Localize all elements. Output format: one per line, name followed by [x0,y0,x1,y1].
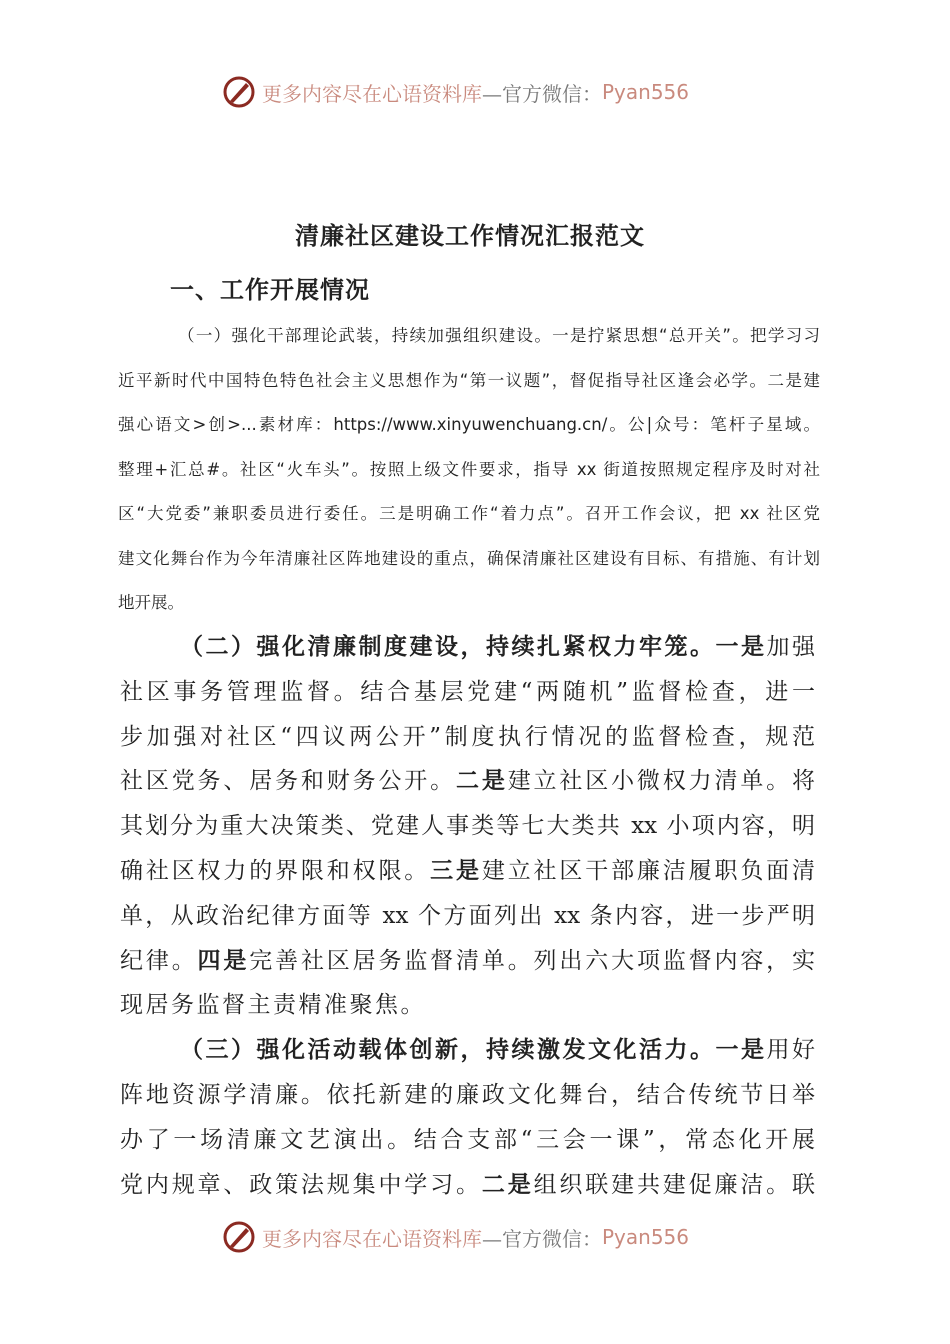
text-segment: 地开展。 [118,593,184,612]
text-segment: 整理+汇总#。社区“火车头”。按照上级文件要求，指导 xx 街道按照规定程序及时对社 [118,459,820,479]
text-line [120,986,815,1019]
text-line [118,545,820,569]
text-segment: 确社区权力的界限和权限。 [120,858,431,884]
text-line [120,1076,815,1109]
text-segment: 建立社区干部廉洁履职负面清 [481,858,816,884]
text-segment: 用好 [766,1037,815,1064]
text-line [118,411,820,435]
bold-text: 二是 [456,767,508,795]
text-line [120,807,815,840]
text-segment: 社区事务管理监督。结合基层党建“两随机”监督检查，进一 [120,678,815,705]
watermark-footer [222,1217,689,1257]
text-line [180,1031,815,1064]
text-segment: 近平新时代中国特色特色社会主义思想作为“第一议题”，督促指导社区逢会必学。二是建 [118,370,820,390]
text-segment: 党内规章、政策法规集中学习。 [120,1171,482,1198]
text-segment: 组织联建共建促廉洁。联 [533,1171,816,1198]
text-segment: （一）强化干部理论武装，持续加强组织建设。一是拧紧思想“总开关”。把学习习 [178,326,820,345]
text-line [120,762,815,795]
text-segment: 现居务监督主责精准聚焦。 [120,992,426,1019]
watermark-label: —官方微信： [482,1226,602,1251]
text-line [120,942,815,975]
text-line [118,456,820,480]
text-segment: 办了一场清廉文艺演出。结合支部“三会一课”，常态化开展 [120,1126,815,1153]
text-segment: 社区党务、居务和财务公开。 [120,768,456,795]
text-segment: 加强 [766,634,815,660]
section-heading: 一、工作开展情况 [170,275,370,304]
text-line [118,500,820,524]
text-line [120,1166,815,1199]
text-line [120,852,815,885]
text-segment: 区“大党委”兼职委员进行委任。三是明确工作“着力点”。召开工作会议，把 xx 社区党 [118,504,820,523]
text-line [120,1121,815,1154]
text-line [120,718,815,751]
text-line [178,322,820,346]
bold-text: 二是 [481,1170,534,1198]
text-line [118,589,820,613]
bold-text: 四是 [197,946,250,974]
text-segment: 强心语文>创>...素材库：https://www.xinyuwenchuang.cn/。公|众号：笔杆子星域。 [118,415,820,434]
text-segment: 阵地资源学清廉。依托新建的廉政文化舞台，结合传统节日举 [120,1082,815,1108]
bold-text: （二）强化清廉制度建设，持续扎紧权力牢笼。一是 [180,633,767,660]
pen-logo-icon [222,75,256,109]
watermark-text: 更多内容尽在心语资料库 [262,1226,482,1251]
watermark-wechat-id: Pyan556 [602,80,690,104]
text-segment: 步加强对社区“四议两公开”制度执行情况的监督检查，规范 [120,723,815,750]
text-line [118,367,820,391]
watermark-wechat-id: Pyan556 [602,1225,690,1249]
text-line [120,673,815,706]
text-segment: 建立社区小微权力清单。将 [507,768,816,795]
text-line [120,897,815,930]
pen-logo-icon [222,1220,256,1254]
text-segment: 单，从政治纪律方面等 xx 个方面列出 xx 条内容，进一步严明 [120,902,815,929]
text-line [180,628,815,661]
text-segment: 纪律。 [120,947,198,974]
document-title: 清廉社区建设工作情况汇报范文 [295,221,645,250]
text-segment: 其划分为重大决策类、党建人事类等七大类共 xx 小项内容，明 [120,813,815,840]
watermark-text: 更多内容尽在心语资料库 [262,81,482,106]
bold-text: 三是 [430,857,482,884]
text-segment: 完善社区居务监督清单。列出六大项监督内容，实 [249,947,816,974]
bold-text: （三）强化活动载体创新，持续激发文化活力。一是 [180,1036,767,1064]
watermark-header [222,72,689,112]
text-segment: 建文化舞台作为今年清廉社区阵地建设的重点，确保清廉社区建设有目标、有措施、有计划 [118,548,820,568]
watermark-label: —官方微信： [482,81,602,106]
